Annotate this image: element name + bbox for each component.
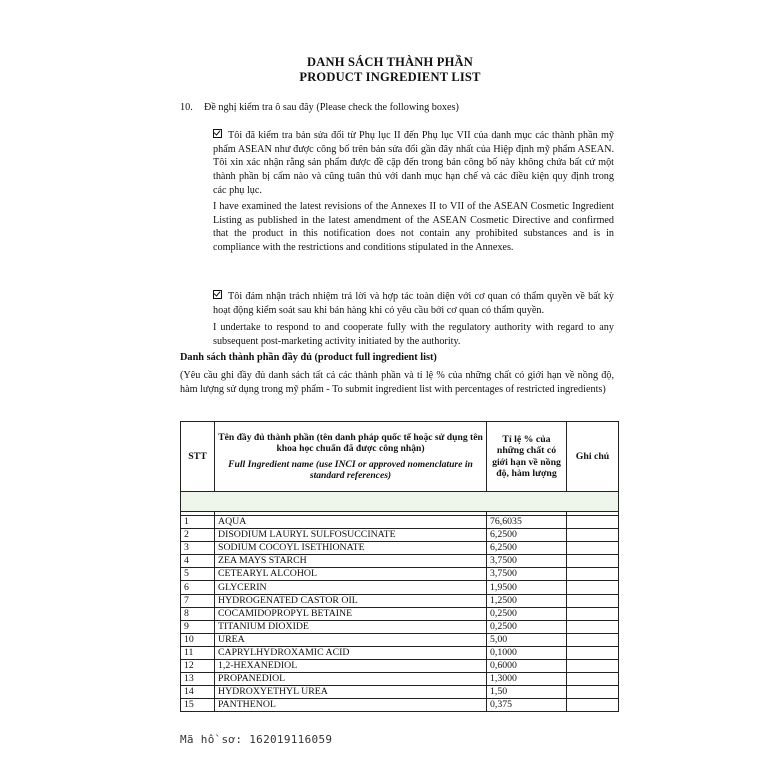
cell-ingredient-name: DISODIUM LAURYL SULFOSUCCINATE <box>215 529 487 542</box>
cell-note <box>567 607 619 620</box>
table-row <box>181 581 619 594</box>
declaration-2-vi-text: Tôi đảm nhận trách nhiệm trả lời và hợp tác toàn diện với cơ quan có thẩm quyền về bất kỳ hoạt động kiểm soát sau khi bán hàng khi có yêu cầu bởi cơ quan có thẩm quyền. <box>213 291 614 316</box>
cell-stt: 4 <box>181 555 215 568</box>
table-row <box>181 555 619 568</box>
cell-ingredient-name: CAPRYLHYDROXAMIC ACID <box>215 646 487 659</box>
cell-note <box>567 555 619 568</box>
cell-percent: 1,3000 <box>487 673 567 686</box>
header-ingredient-name <box>215 422 487 492</box>
cell-percent: 3,7500 <box>487 555 567 568</box>
header-name-en: Full Ingredient name (use INCI or approved nomenclature in standard references) <box>228 458 473 481</box>
cell-ingredient-name: AQUA <box>215 516 487 529</box>
table-row <box>181 594 619 607</box>
header-note: Ghi chú <box>567 422 619 492</box>
table-row <box>181 673 619 686</box>
cell-note <box>567 660 619 673</box>
cell-note <box>567 673 619 686</box>
table-row <box>181 607 619 620</box>
cell-note <box>567 581 619 594</box>
title-vietnamese: DANH SÁCH THÀNH PHẦN <box>307 55 473 69</box>
cell-ingredient-name: HYDROGENATED CASTOR OIL <box>215 594 487 607</box>
table-row <box>181 542 619 555</box>
cell-ingredient-name: PANTHENOL <box>215 699 487 712</box>
cell-stt: 1 <box>181 516 215 529</box>
table-row <box>181 529 619 542</box>
cell-percent: 6,2500 <box>487 529 567 542</box>
cell-percent: 0,1000 <box>487 646 567 659</box>
header-name-vi: Tên đầy đủ thành phần (tên danh pháp quốc tế hoặc sử dụng tên khoa học chuẩn đã được công nhận) <box>218 431 483 454</box>
cell-ingredient-name: SODIUM COCOYL ISETHIONATE <box>215 542 487 555</box>
declaration-1-vi-text: Tôi đã kiểm tra bản sửa đổi từ Phụ lục II đến Phụ lục VII của danh mục các thành phần mỹ phẩm ASEAN như được công bố trên bản sửa đổi gần đây nhất của Hiệp định mỹ phẩm ASEAN. Tôi xin xác nhận rằng sản phẩm được đề cập đến trong bản công bố này không chứa bất cứ một thành phần bị cấm nào và cũng tuân thủ với danh mục hạn chế và các điều kiện quy định trong các phụ lục. <box>213 130 614 196</box>
cell-ingredient-name: CETEARYL ALCOHOL <box>215 568 487 581</box>
table-row <box>181 620 619 633</box>
section-instruction: Đề nghị kiểm tra ô sau đây (Please check the following boxes) <box>204 102 459 113</box>
cell-ingredient-name: GLYCERIN <box>215 581 487 594</box>
table-row <box>181 699 619 712</box>
ingredient-table <box>180 421 619 712</box>
cell-stt: 6 <box>181 581 215 594</box>
cell-note <box>567 620 619 633</box>
cell-ingredient-name: COCAMIDOPROPYL BETAINE <box>215 607 487 620</box>
cell-percent: 1,2500 <box>487 594 567 607</box>
table-row <box>181 516 619 529</box>
cell-stt: 12 <box>181 660 215 673</box>
cell-stt: 14 <box>181 686 215 699</box>
cell-note <box>567 633 619 646</box>
cell-note <box>567 529 619 542</box>
section-number: 10. <box>180 102 193 113</box>
cell-note <box>567 594 619 607</box>
cell-stt: 10 <box>181 633 215 646</box>
cell-percent: 0,2500 <box>487 620 567 633</box>
table-row <box>181 568 619 581</box>
cell-stt: 13 <box>181 673 215 686</box>
checkbox-checked-icon[interactable] <box>213 290 222 299</box>
cell-percent: 5,00 <box>487 633 567 646</box>
table-row <box>181 646 619 659</box>
table-row <box>181 686 619 699</box>
full-list-note: (Yêu cầu ghi đầy đủ danh sách tất cả các thành phần và tỉ lệ % của những chất có giới hạn về nồng độ, hàm lượng sử dụng trong mỹ phẩm - To submit ingredient list with percentages of restricted ingredients) <box>180 370 614 395</box>
record-code: Mã hồ sơ: 162019116059 <box>180 733 333 746</box>
cell-ingredient-name: PROPANEDIOL <box>215 673 487 686</box>
cell-stt: 15 <box>181 699 215 712</box>
header-percent: Tỉ lệ % của những chất có giới hạn về nồng độ, hàm lượng <box>487 422 567 492</box>
cell-percent: 1,50 <box>487 686 567 699</box>
cell-ingredient-name: 1,2-HEXANEDIOL <box>215 660 487 673</box>
header-stt: STT <box>181 422 215 492</box>
cell-stt: 3 <box>181 542 215 555</box>
cell-stt: 8 <box>181 607 215 620</box>
cell-ingredient-name: TITANIUM DIOXIDE <box>215 620 487 633</box>
cell-stt: 7 <box>181 594 215 607</box>
cell-percent: 0,375 <box>487 699 567 712</box>
table-header-row <box>181 422 619 492</box>
cell-percent: 1,9500 <box>487 581 567 594</box>
checkbox-checked-icon[interactable] <box>213 129 222 138</box>
cell-stt: 2 <box>181 529 215 542</box>
table-band-row <box>181 492 619 512</box>
declaration-1-english: I have examined the latest revisions of the Annexes II to VII of the ASEAN Cosmetic Ingredient Listing as published in the latest amendment of the ASEAN Cosmetic Directive and confirmed that the product in this notification does not contain any prohibited substances and is in compliance with the restrictions and conditions stipulated in the Annexes. <box>213 201 614 254</box>
cell-note <box>567 542 619 555</box>
cell-ingredient-name: HYDROXYETHYL UREA <box>215 686 487 699</box>
cell-ingredient-name: ZEA MAYS STARCH <box>215 555 487 568</box>
table-body <box>181 516 619 712</box>
declaration-2-english: I undertake to respond to and cooperate fully with the regulatory authority with regard to any subsequent post-marketing activity initiated by the authority. <box>213 322 614 347</box>
cell-stt: 11 <box>181 646 215 659</box>
cell-note <box>567 568 619 581</box>
cell-stt: 9 <box>181 620 215 633</box>
cell-percent: 3,7500 <box>487 568 567 581</box>
cell-note <box>567 699 619 712</box>
cell-note <box>567 686 619 699</box>
cell-note <box>567 516 619 529</box>
full-list-heading: Danh sách thành phần đầy đủ (product full ingredient list) <box>180 352 437 363</box>
table-row <box>181 660 619 673</box>
cell-note <box>567 646 619 659</box>
title-english: PRODUCT INGREDIENT LIST <box>299 70 481 84</box>
table-row <box>181 633 619 646</box>
cell-ingredient-name: UREA <box>215 633 487 646</box>
cell-percent: 76,6035 <box>487 516 567 529</box>
cell-percent: 0,6000 <box>487 660 567 673</box>
declaration-2-vietnamese <box>213 290 614 317</box>
cell-percent: 6,2500 <box>487 542 567 555</box>
declaration-1-vietnamese <box>213 129 614 198</box>
section-10 <box>180 101 620 115</box>
cell-percent: 0,2500 <box>487 607 567 620</box>
cell-stt: 5 <box>181 568 215 581</box>
